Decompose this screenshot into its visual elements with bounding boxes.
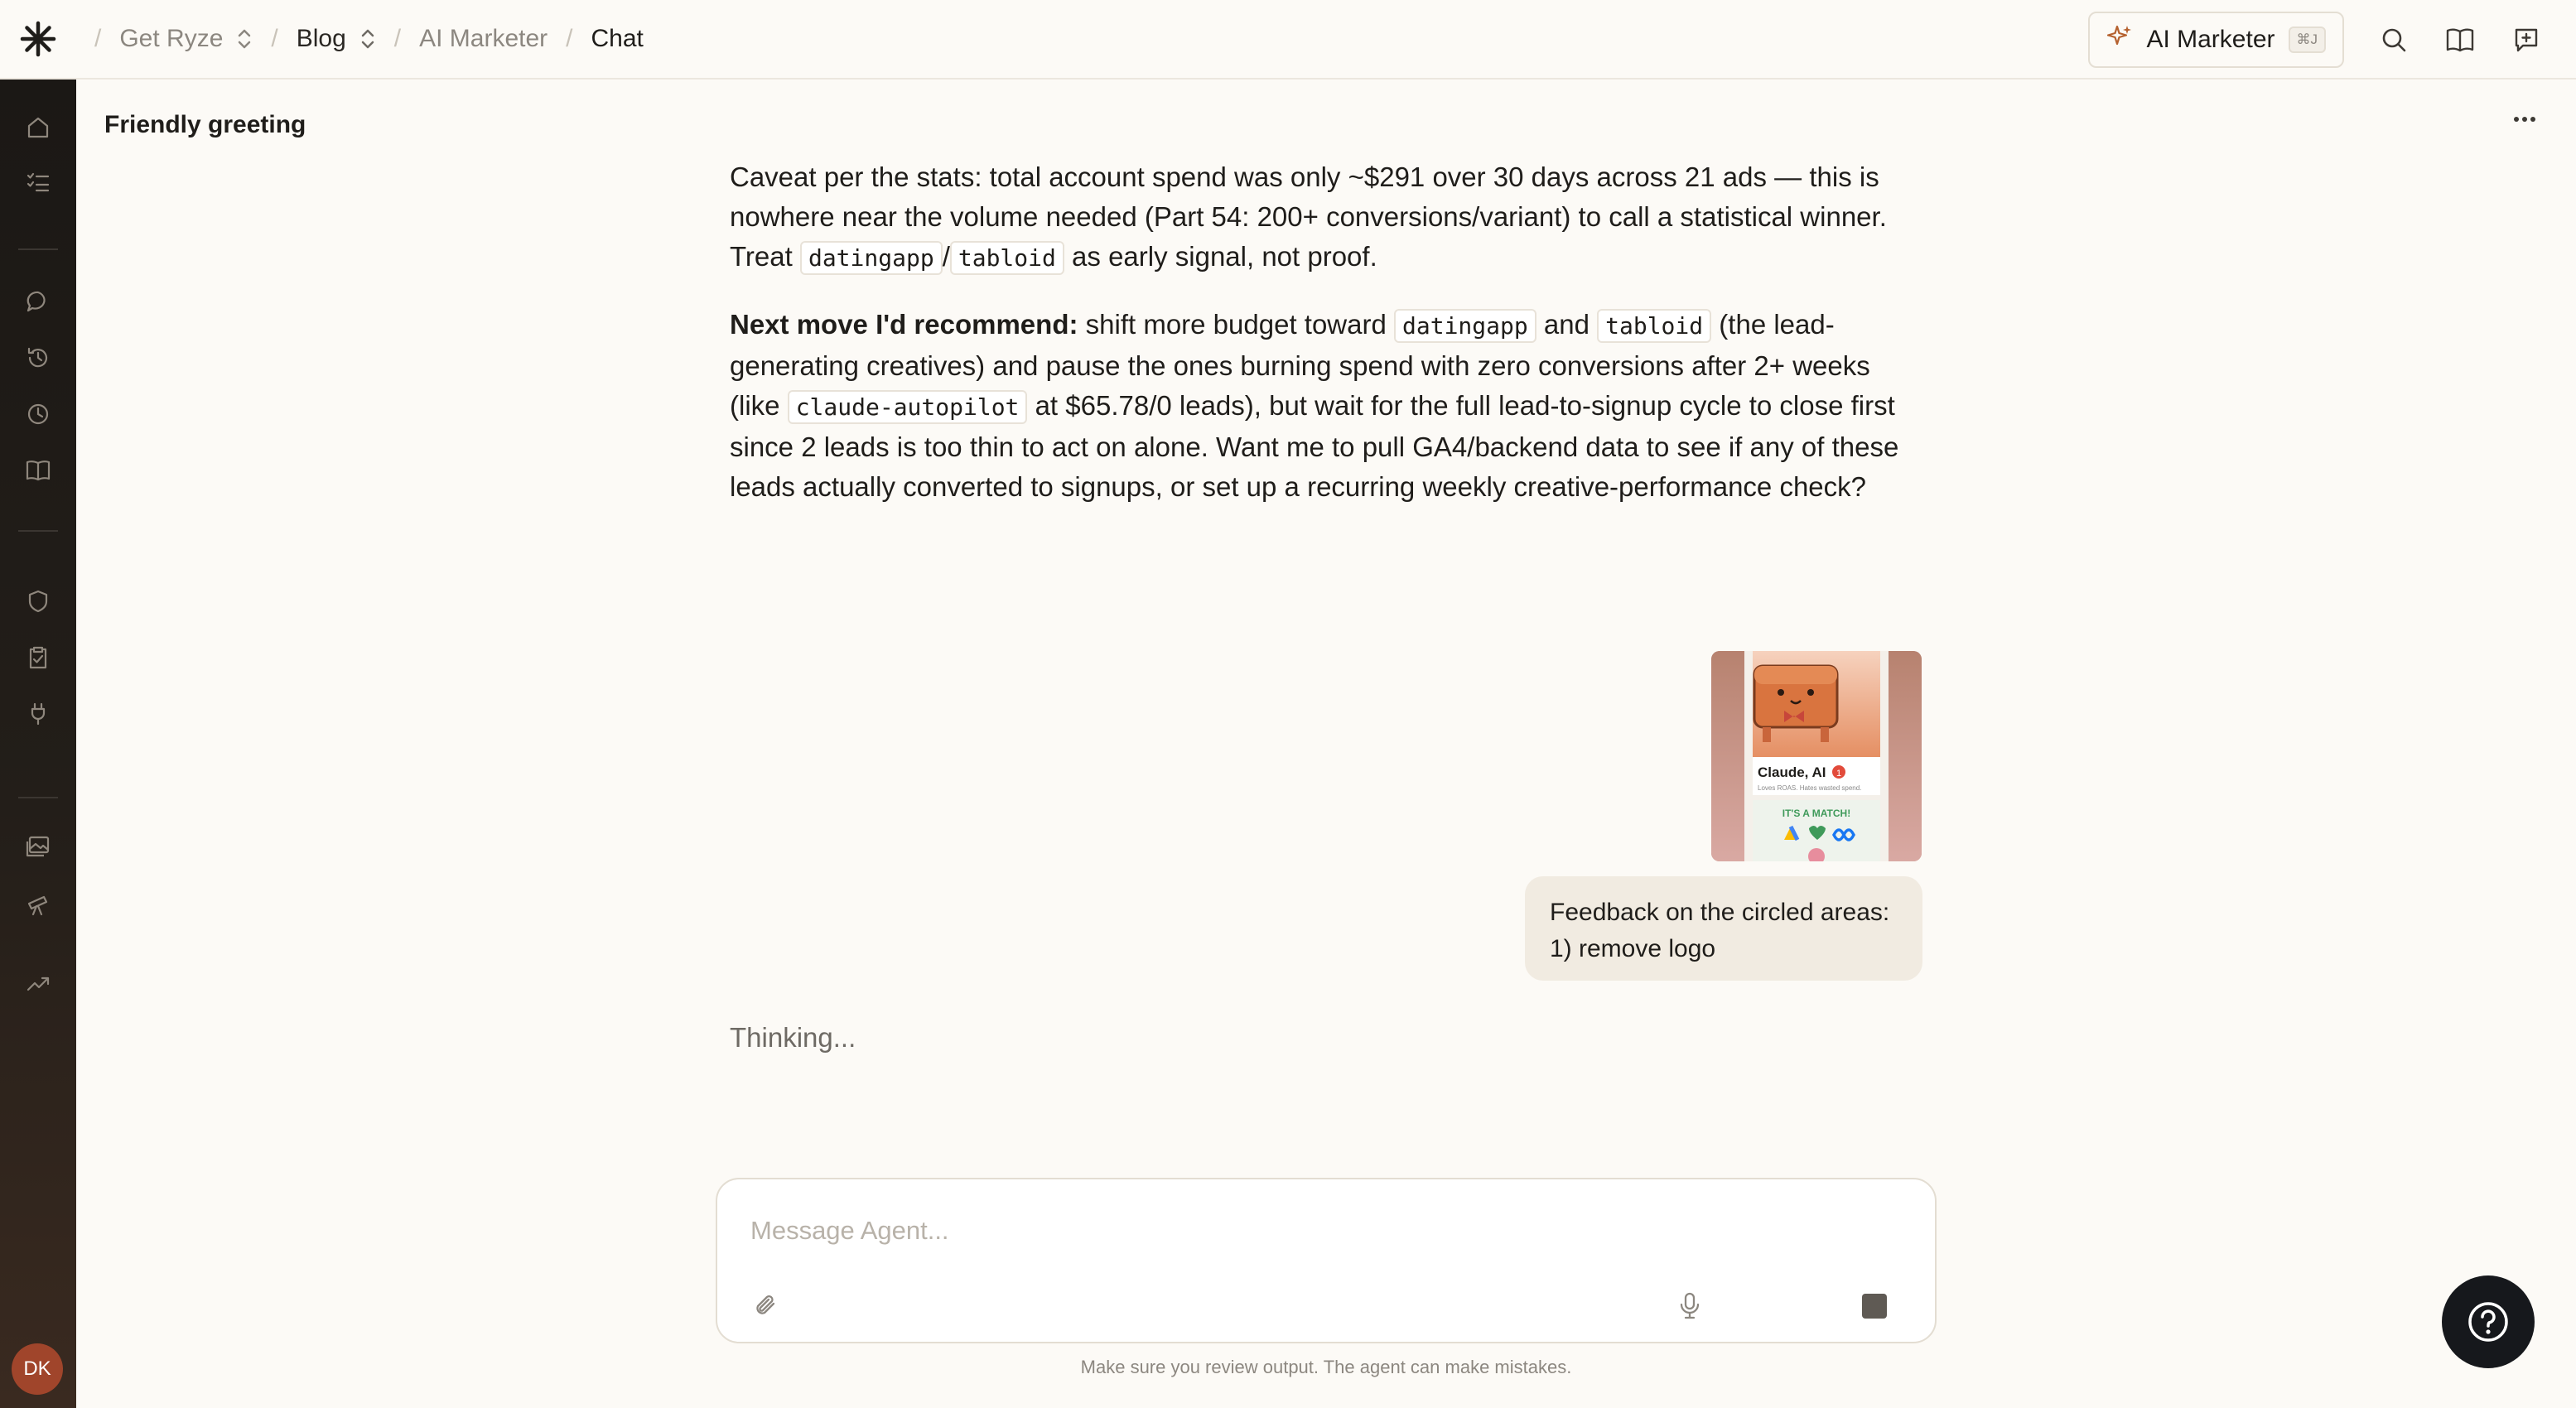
app-logo[interactable]	[0, 0, 76, 79]
breadcrumb-separator: /	[271, 25, 278, 52]
paperclip-icon[interactable]	[752, 1292, 779, 1323]
sparkle-icon	[2106, 23, 2133, 56]
more-options-icon[interactable]	[2513, 113, 2536, 128]
breadcrumb-separator: /	[566, 25, 573, 52]
sidebar	[0, 80, 76, 1408]
thinking-status: Thinking...	[730, 1022, 856, 1053]
breadcrumb-agent-link[interactable]: AI Marketer	[419, 25, 548, 52]
home-icon[interactable]	[22, 111, 55, 144]
message-composer	[716, 1178, 1937, 1343]
sidebar-divider	[18, 530, 58, 532]
message-text: and	[1536, 309, 1598, 340]
clipboard-check-icon[interactable]	[22, 641, 55, 674]
clock-icon[interactable]	[22, 398, 55, 431]
recommendation-heading: Next move I'd recommend:	[730, 309, 1078, 340]
project-label: Blog	[296, 25, 346, 52]
disclaimer-text: Make sure you review output. The agent can make mistakes.	[1080, 1357, 1572, 1377]
help-button[interactable]	[2442, 1275, 2535, 1368]
breadcrumb-separator: /	[94, 25, 102, 52]
inline-code: claude-autopilot	[788, 390, 1028, 424]
breadcrumb-current-page: Chat	[591, 25, 644, 52]
inline-code: datingapp	[800, 241, 943, 275]
sidebar-divider	[18, 248, 58, 250]
inline-code: tabloid	[1597, 309, 1711, 343]
sidebar-divider	[18, 797, 58, 798]
agent-button-label: AI Marketer	[2146, 26, 2275, 53]
user-message-line: 1) remove logo	[1550, 935, 1716, 962]
chat-title: Friendly greeting	[104, 111, 306, 138]
match-text: IT'S A MATCH!	[1782, 808, 1851, 819]
task-list-icon[interactable]	[22, 166, 55, 199]
question-mark-icon	[2467, 1300, 2510, 1343]
trending-up-icon[interactable]	[22, 967, 55, 1001]
history-icon[interactable]	[22, 341, 55, 374]
avatar[interactable]: DK	[12, 1343, 63, 1395]
chevron-up-down-icon	[359, 28, 376, 50]
new-chat-icon[interactable]	[2510, 23, 2543, 56]
shield-icon[interactable]	[22, 585, 55, 618]
asterisk-logo-icon	[20, 21, 56, 57]
message-text: shift more budget toward	[1078, 309, 1394, 340]
project-switcher[interactable]	[297, 25, 376, 53]
card-badge: 1	[1836, 769, 1842, 779]
image-gallery-icon[interactable]	[22, 830, 55, 863]
telescope-icon[interactable]	[22, 888, 55, 921]
agent-switch-button[interactable]	[2088, 12, 2344, 68]
message-input[interactable]	[750, 1209, 1893, 1252]
workspace-switcher[interactable]	[119, 25, 253, 53]
keyboard-shortcut: ⌘J	[2289, 27, 2327, 53]
breadcrumb-separator: /	[393, 25, 402, 52]
message-text: as early signal, not proof.	[1064, 241, 1377, 272]
breadcrumb	[76, 25, 644, 53]
plug-icon[interactable]	[22, 697, 55, 731]
header-actions	[2088, 12, 2543, 68]
library-book-icon[interactable]	[22, 454, 55, 487]
assistant-message	[730, 157, 1922, 533]
microphone-icon[interactable]	[1678, 1292, 1701, 1324]
user-attachment-image[interactable]	[1711, 651, 1922, 861]
inline-code: datingapp	[1394, 309, 1536, 343]
card-tagline: Loves ROAS. Hates wasted spend.	[1758, 784, 1862, 792]
message-text: at $65.78/0 leads), but wait for the full lead-to-signup cycle to close first since 2 leads is too thin to act on alone. Want me to pull GA4/backend data to see if any of these leads actually converted to signups, or set up a recurring weekly creative-performance check?	[730, 390, 1899, 502]
message-text: /	[942, 241, 950, 272]
chat-icon[interactable]	[22, 285, 55, 318]
top-bar	[0, 0, 2576, 80]
message-paragraph	[730, 305, 1922, 507]
user-message-line: Feedback on the circled areas:	[1550, 899, 1890, 926]
chevron-up-down-icon	[236, 28, 253, 50]
card-name: Claude, AI	[1758, 764, 1826, 780]
search-icon[interactable]	[2377, 23, 2410, 56]
message-text: (the lead-generating creatives) and pause the ones burning spend with zero conversions after 2+ weeks (like	[730, 309, 1870, 421]
inline-code: tabloid	[950, 241, 1064, 275]
workspace-label: Get Ryze	[119, 25, 224, 52]
user-message-bubble	[1525, 876, 1922, 981]
stop-generation-button[interactable]	[1862, 1294, 1887, 1319]
message-paragraph	[730, 157, 1922, 278]
message-text: Caveat per the stats: total account spend was only ~$291 over 30 days across 21 ads — this is nowhere near the volume needed (Part 54: 200+ conversions/variant) to call a statistical winner. Treat	[730, 162, 1887, 272]
book-icon[interactable]	[2443, 23, 2477, 56]
